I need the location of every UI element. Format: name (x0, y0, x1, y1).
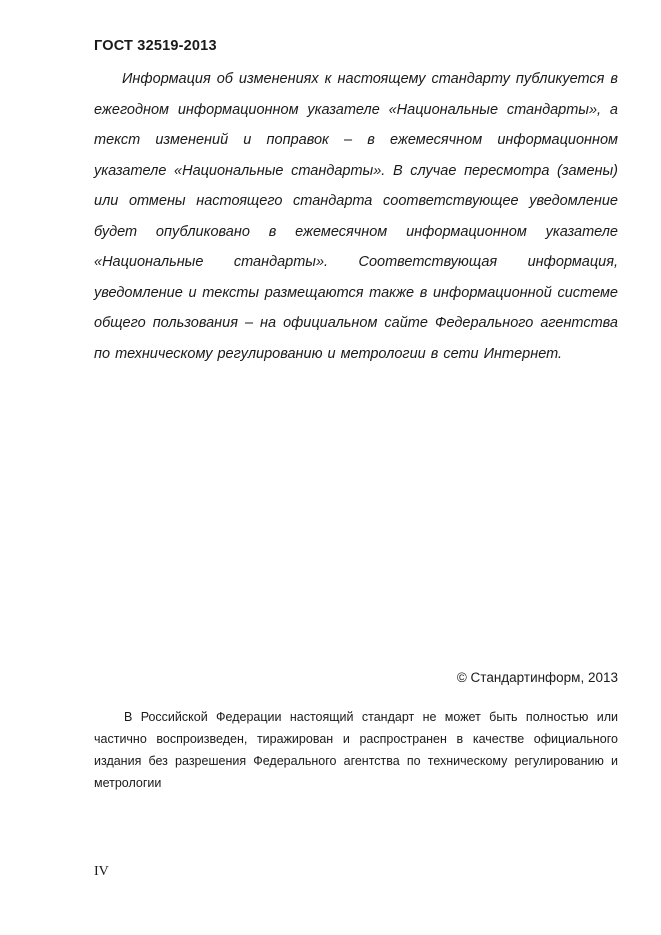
page-number: IV (94, 864, 109, 879)
document-title: ГОСТ 32519-2013 (94, 38, 217, 54)
copyright-line: © Стандартинформ, 2013 (456, 670, 618, 685)
reproduction-restriction-paragraph: В Российской Федерации настоящий стандарт не может быть полностью или частично воспроизведен, тиражирован и распространен в качестве официального издания без разрешения Федерального агентства по техническому регулированию и метрологии (94, 710, 618, 790)
changes-notice-paragraph: Информация об изменениях к настоящему стандарту публикуется в ежегодном информационном указателе «Национальные стандарты», а текст изменений и поправок – в ежемесячном информационном указателе «Национальные стандарты». В случае пересмотра (замены) или отмены настоящего стандарта соответствующее уведомление будет опубликовано в ежемесячном информационном указателе «Национальные стандарты». Соответствующая информация, уведомление и тексты размещаются также в информационной системе общего пользования – на официальном сайте Федерального агентства по техническому регулированию и метрологии в сети Интернет. (94, 71, 618, 362)
